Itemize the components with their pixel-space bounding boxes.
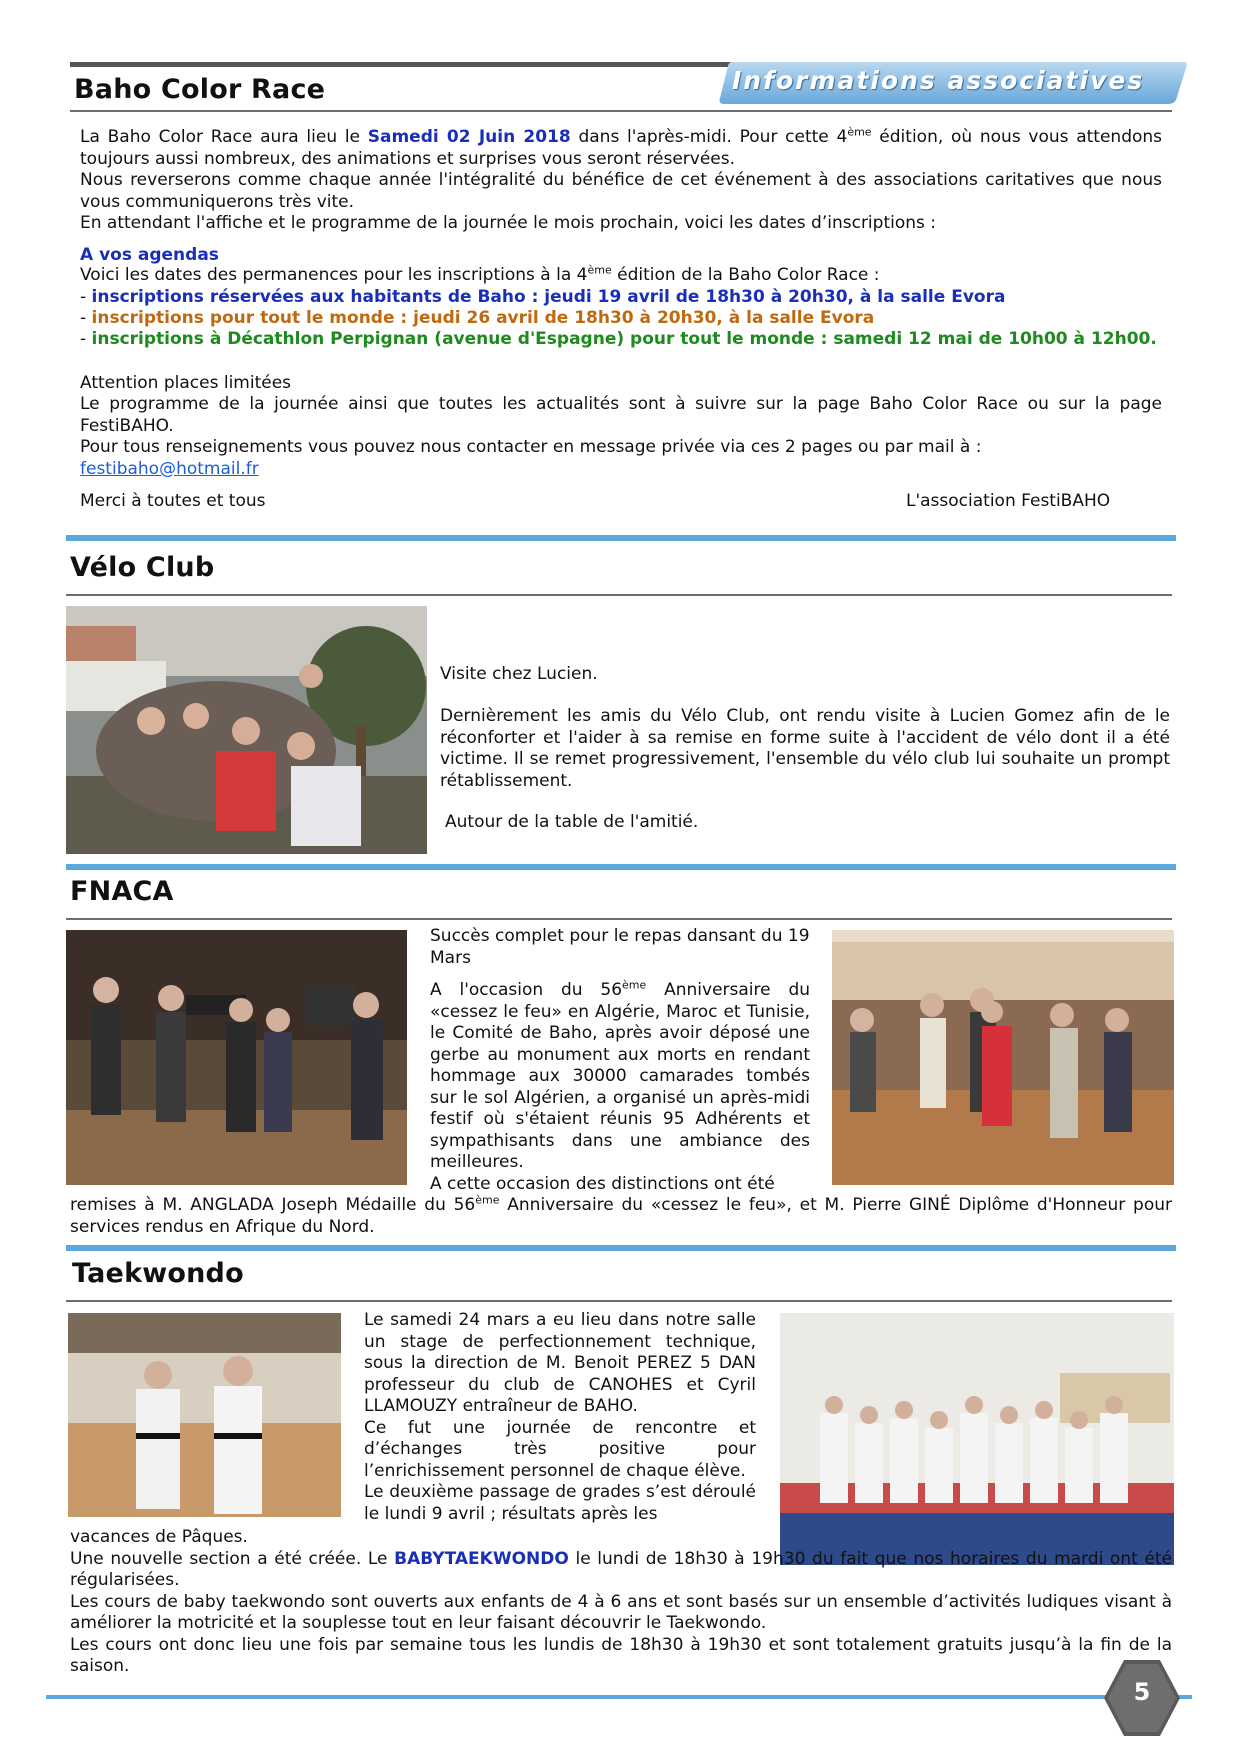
divider (66, 1300, 1172, 1302)
item-text: inscriptions réservées aux habitants de Baho : jeudi 19 avril de 18h30 à 20h30, à la salle Evora (91, 287, 1006, 307)
section-title-velo: Vélo Club (70, 552, 215, 583)
section-separator (66, 864, 1176, 870)
signature: L'association FestiBAHO (906, 491, 1111, 511)
page-number: 5 (1133, 1678, 1151, 1706)
fnaca-paragraph-3-continued (70, 1195, 1172, 1238)
color-race-paragraph-3: En attendant l'affiche et le programme de la journée le mois prochain, voici les dates d’inscriptions : (80, 213, 937, 233)
text: remises à M. ANGLADA Joseph Médaille du 56 (70, 1195, 476, 1215)
banner-label: Informations associatives (732, 66, 1145, 95)
fnaca-paragraph-1: Succès complet pour le repas dansant du 19 Mars (430, 926, 810, 968)
thanks-text: Merci à toutes et tous (80, 491, 266, 511)
taekwondo-paragraph-3-end: vacances de Pâques. (70, 1527, 248, 1547)
text: Anniversaire du «cessez le feu», et M. Pierre GINÉ Diplôme d'Honneur pour services rendus en Afrique du Nord. (70, 1195, 1172, 1237)
color-race-paragraph-2: Nous reverserons comme chaque année l'intégralité du bénéfice de cet événement à des associations caritatives que nous vous communiquerons très vite. (80, 170, 1162, 212)
divider (66, 594, 1172, 596)
section-separator (66, 1245, 1176, 1251)
event-date: Samedi 02 Juin 2018 (367, 127, 571, 147)
bullet: - (80, 287, 92, 307)
fnaca-paragraph-2 (430, 980, 810, 1174)
taekwondo-paragraph-1: Le samedi 24 mars a eu lieu dans notre salle un stage de perfectionnement technique, sous la direction de M. Benoit PEREZ 5 DAN professeur du club de CANOHES et Cyril LLAMOUZY entraîneur de BAHO. (364, 1310, 756, 1416)
agenda-item-3 (80, 329, 1162, 351)
taekwondo-instructors-photo (68, 1313, 341, 1517)
section-title-taekwondo: Taekwondo (72, 1258, 244, 1289)
item-text: inscriptions à Décathlon Perpignan (avenue d'Espagne) pour tout le monde : samedi 12 mai de 10h00 à 12h00. (91, 329, 1157, 349)
superscript: ème (587, 263, 612, 277)
footer-rule (46, 1695, 1192, 1699)
text: La Baho Color Race aura lieu le (80, 127, 368, 147)
fnaca-ceremony-photo (66, 930, 407, 1185)
section-title-fnaca: FNACA (70, 876, 174, 907)
babytaekwondo-label: BABYTAEKWONDO (394, 1548, 569, 1569)
superscript: ème (622, 978, 647, 992)
taekwondo-paragraph-5: Les cours de baby taekwondo sont ouverts aux enfants de 4 à 6 ans et sont basés sur un ensemble d’activités ludiques visant à améliorer la motricité et la souplesse tout en leur faisant découvrir le Taekwondo. (70, 1591, 1172, 1633)
velo-photo (66, 606, 427, 854)
velo-body: Dernièrement les amis du Vélo Club, ont rendu visite à Lucien Gomez afin de le réconforter et l'aider à sa remise en forme suite à l'accident de vélo dont il a été victime. Il se remet progressivement, l'ensemble du vélo club lui souhaite un prompt rétablissement. (440, 706, 1170, 791)
taekwondo-full-text (70, 1527, 1172, 1678)
text: édition de la Baho Color Race : (611, 265, 880, 285)
text: édition, où nous vous attendons toujours aussi nombreux, des animations et surprises vous seront réservées. (80, 127, 1163, 169)
taekwondo-paragraph-2: Ce fut une journée de rencontre et d’échanges très positive pour l’enrichissement personnel de chaque élève. (364, 1417, 756, 1481)
text: le lundi de 18h30 à 19h30 du fait que nos horaires du mardi ont été régularisées. (70, 1548, 1172, 1590)
velo-caption: Autour de la table de l'amitié. (445, 812, 699, 832)
text: A l'occasion du 56 (430, 980, 623, 1000)
taekwondo-column (364, 1310, 756, 1525)
agenda-item-2 (80, 308, 1162, 330)
attention-note: Attention places limitées (80, 373, 292, 393)
email-link[interactable]: festibaho@hotmail.fr (80, 459, 259, 479)
fnaca-paragraph-3-start: A cette occasion des distinctions ont été (430, 1174, 775, 1194)
text: Voici les dates des permanences pour les inscriptions à la 4 (80, 265, 588, 285)
superscript: ème (847, 125, 872, 139)
color-race-paragraph-4: Le programme de la journée ainsi que toutes les actualités sont à suivre sur la page Baho Color Race ou sur la page FestiBAHO. (80, 394, 1162, 436)
bullet: - (80, 329, 92, 349)
text: dans l'après-midi. Pour cette 4 (570, 127, 848, 147)
superscript: ème (475, 1193, 500, 1207)
agenda-intro (80, 265, 1162, 287)
agenda-title: A vos agendas (80, 245, 219, 265)
bullet: - (80, 308, 92, 328)
section-title-color-race: Baho Color Race (74, 74, 326, 105)
velo-heading: Visite chez Lucien. (440, 664, 598, 684)
text: Une nouvelle section a été créée. Le (70, 1548, 395, 1569)
text: Anniversaire du «cessez le feu» en Algérie, Maroc et Tunisie, le Comité de Baho, après avoir déposé une gerbe au monument aux morts en rendant hommage aux 30000 camarades tombés sur le sol Algérien, a organisé un après-midi festif où s'étaient réunis 95 Adhérents et sympathisants dans une ambiance des meilleures. (430, 980, 811, 1172)
color-race-paragraph-5: Pour tous renseignements vous pouvez nous contacter en message privée via ces 2 pages ou par mail à : (80, 437, 982, 457)
taekwondo-paragraph-4 (70, 1549, 1172, 1592)
fnaca-dance-photo (832, 930, 1174, 1185)
divider (70, 110, 1172, 112)
section-separator (66, 535, 1176, 541)
taekwondo-paragraph-3: Le deuxième passage de grades s’est déroulé le lundi 9 avril ; résultats après les (364, 1482, 756, 1524)
item-text: inscriptions pour tout le monde : jeudi 26 avril de 18h30 à 20h30, à la salle Evora (91, 308, 875, 328)
taekwondo-paragraph-6: Les cours ont donc lieu une fois par semaine tous les lundis de 18h30 à 19h30 et sont totalement gratuits jusqu’à la fin de la saison. (70, 1634, 1172, 1676)
divider (66, 918, 1172, 920)
header-banner (718, 58, 1188, 108)
color-race-paragraph-1 (80, 127, 1162, 170)
page-number-badge (1100, 1656, 1184, 1740)
agenda-item-1 (80, 287, 1162, 309)
